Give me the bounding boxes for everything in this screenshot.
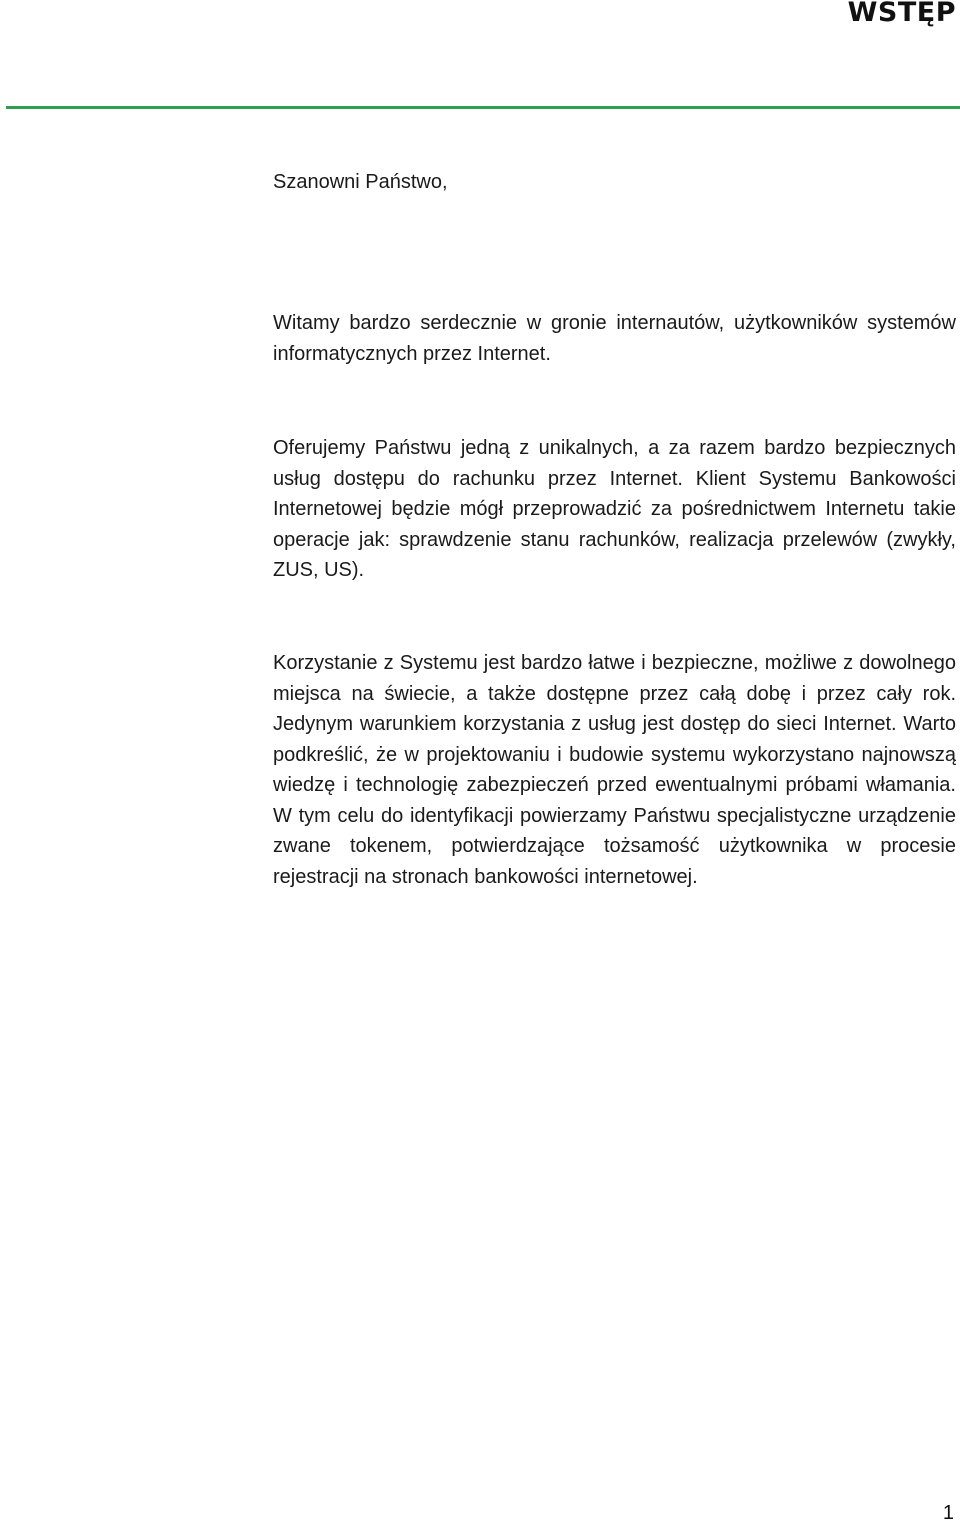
page-title: WSTĘP xyxy=(847,0,956,28)
paragraph-security: Korzystanie z Systemu jest bardzo łatwe i bezpieczne, możliwe z dowolnego miejsca na świecie, a także dostępne przez całą dobę i przez cały rok. Jedynym warunkiem korzystania z usług jest dostęp do sieci Internet. Warto podkreślić, że w projektowaniu i budowie systemu wykorzystano najnowszą wiedzę i technologię zabezpieczeń przed ewentualnymi próbami włamania. W tym celu do identyfikacji powierzamy Państwu specjalistyczne urządzenie zwane tokenem, potwierdzające tożsamość użytkownika w procesie rejestracji na stronach bankowości internetowej. xyxy=(273,652,956,888)
header-divider xyxy=(6,106,960,109)
letter-greeting: Szanowni Państwo, xyxy=(273,171,448,193)
paragraph-offer: Oferujemy Państwu jedną z unikalnych, a za razem bardzo bezpiecznych usług dostępu do rachunku przez Internet. Klient Systemu Bankowości Internetowej będzie mógł przeprowadzić za pośrednictwem Internetu takie operacje jak: sprawdzenie stanu rachunków, realizacja przelewów (zwykły, ZUS, US). xyxy=(273,437,956,581)
paragraph-welcome: Witamy bardzo serdecznie w gronie internautów, użytkowników systemów informatycznych przez Internet. xyxy=(273,312,956,365)
page-number: 1 xyxy=(942,1502,954,1524)
